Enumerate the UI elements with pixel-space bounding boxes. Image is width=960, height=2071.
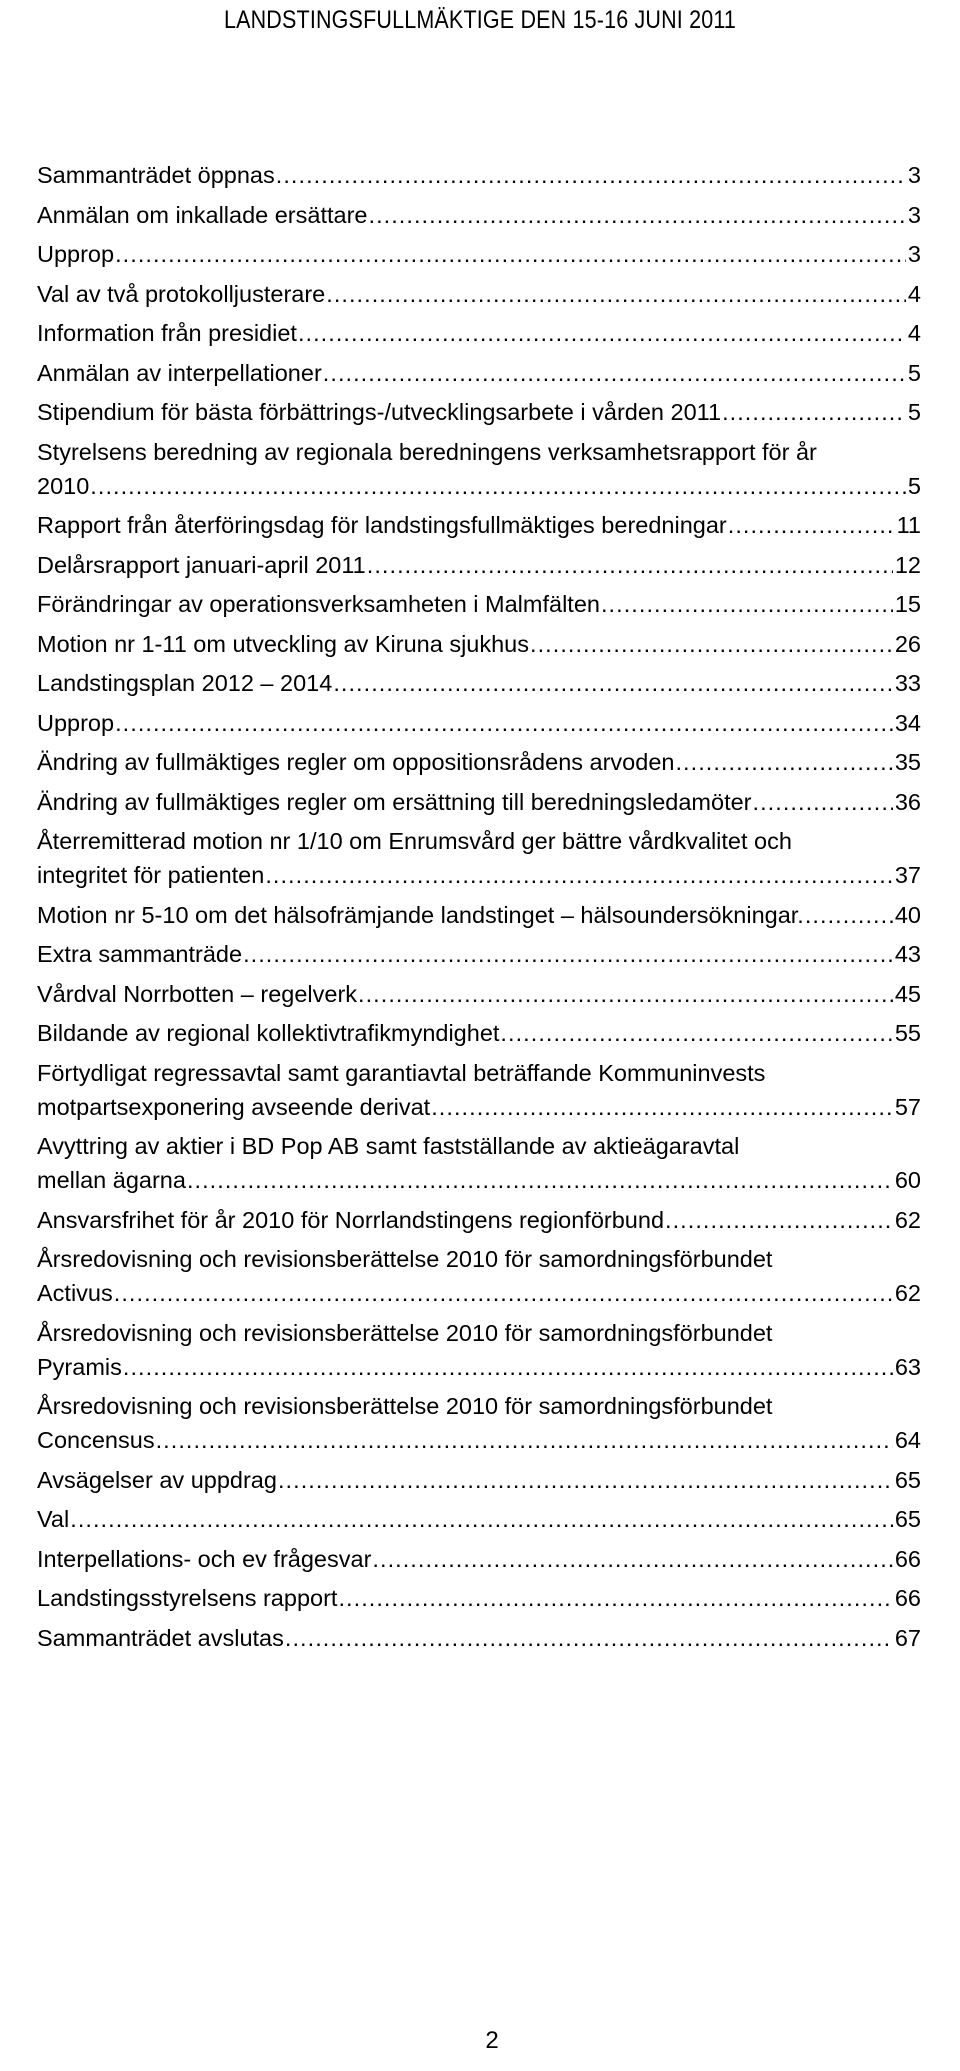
toc-entry-title: Ändring av fullmäktiges regler om oppositionsrådens arvoden <box>37 749 675 775</box>
toc-entry-page: 67 <box>894 1624 921 1651</box>
toc-entry[interactable] <box>37 395 921 429</box>
toc-entry-title-line: Årsredovisning och revisionsberättelse 2010 för samordningsförbundet <box>37 1319 773 1346</box>
toc-entry-line <box>37 198 921 232</box>
toc-entry-page: 45 <box>894 980 921 1007</box>
toc-entry-title: Landstingsplan 2012 – 2014 <box>37 670 333 696</box>
dot-leader <box>123 1350 893 1384</box>
toc-entry-title: Rapport från återföringsdag för landstingsfullmäktiges beredningar <box>37 512 727 538</box>
toc-entry-line <box>37 395 921 429</box>
toc-entry-line <box>37 937 921 971</box>
toc-entry-title: Delårsrapport januari-april 2011 <box>37 551 366 578</box>
toc-entry-title-line: Avyttring av aktier i BD Pop AB samt fastställande av aktieägaravtal <box>37 1133 740 1159</box>
toc-entry[interactable] <box>37 937 921 971</box>
dot-leader <box>285 1621 893 1655</box>
toc-entry-page: 35 <box>894 749 921 775</box>
toc-entry-title: Val av två protokolljusterare <box>37 280 326 307</box>
dot-leader <box>722 395 906 429</box>
toc-entry-title: Extra sammanträde <box>37 941 243 967</box>
dot-leader <box>333 666 893 700</box>
toc-entry-title: Sammanträdet öppnas <box>37 162 275 188</box>
toc-entry[interactable] <box>37 824 921 892</box>
toc-entry-title-line: Styrelsens beredning av regionala beredningens verksamhetsrapport för år <box>37 438 817 465</box>
toc-entry-line <box>37 587 921 621</box>
dot-leader <box>368 198 905 232</box>
toc-entry[interactable] <box>37 548 921 582</box>
toc-entry[interactable] <box>37 977 921 1011</box>
toc-entry[interactable] <box>37 435 921 503</box>
toc-entry-page: 57 <box>894 1093 921 1120</box>
toc-entry-line <box>37 745 921 779</box>
page-number <box>0 2027 960 2055</box>
toc-entry-page: 66 <box>894 1545 921 1572</box>
dot-leader <box>372 1542 892 1576</box>
dot-leader <box>187 1163 893 1197</box>
toc-entry-line <box>37 1581 921 1615</box>
toc-entry-title: Motion nr 5-10 om det hälsofrämjande landstinget – hälsoundersökningar. <box>37 901 804 928</box>
toc-entry-title: Upprop <box>37 709 115 736</box>
dot-leader <box>728 508 895 542</box>
dot-leader <box>326 277 906 311</box>
toc-entry-title-line: Årsredovisning och revisionsberättelse 2010 för samordningsförbundet <box>37 1393 773 1419</box>
toc-entry[interactable] <box>37 587 921 621</box>
dot-leader <box>323 356 906 390</box>
toc-entry-line <box>37 1350 921 1384</box>
toc-entry-line <box>37 1203 921 1237</box>
toc-entry-title: Pyramis <box>37 1353 122 1380</box>
toc-entry-line <box>37 1276 921 1310</box>
toc-entry-title: Anmälan om inkallade ersättare <box>37 201 368 228</box>
dot-leader <box>367 548 893 582</box>
toc-entry[interactable] <box>37 666 921 700</box>
dot-leader <box>70 1502 893 1536</box>
toc-entry-title: 2010 <box>37 472 90 499</box>
toc-entry[interactable] <box>37 1502 921 1536</box>
toc-entry-line <box>37 1463 921 1497</box>
toc-entry-page: 5 <box>907 399 921 425</box>
toc-entry-title: integritet för patienten <box>37 862 265 888</box>
dot-leader <box>156 1423 893 1457</box>
header-title: LANDSTINGSFULLMÄKTIGE DEN 15-16 JUNI 2011 <box>223 6 737 34</box>
toc-entry-page: 43 <box>894 941 921 967</box>
toc-entry-page: 12 <box>894 551 921 578</box>
toc-entry[interactable] <box>37 785 921 819</box>
dot-leader <box>115 706 893 740</box>
toc-entry-page: 34 <box>894 709 921 736</box>
toc-entry-title: Ändring av fullmäktiges regler om ersättning till beredningsledamöter <box>37 788 752 815</box>
dot-leader <box>278 1463 893 1497</box>
toc-entry-title: Förändringar av operationsverksamheten i Malmfälten <box>37 591 600 617</box>
toc-entry-line <box>37 627 921 661</box>
toc-entry-line <box>37 237 921 271</box>
toc-entry-page: 4 <box>907 320 921 346</box>
dot-leader <box>665 1203 893 1237</box>
dot-leader <box>298 316 906 350</box>
dot-leader <box>358 977 893 1011</box>
toc-entry-title: Avsägelser av uppdrag <box>37 1466 277 1493</box>
toc-entry-page: 63 <box>894 1353 921 1380</box>
toc-entry-line <box>37 977 921 1011</box>
dot-leader <box>530 627 893 661</box>
toc-entry-page: 65 <box>894 1506 921 1532</box>
toc-entry-line <box>37 469 921 503</box>
toc-entry-line <box>37 316 921 350</box>
toc-entry-title: Sammanträdet avslutas <box>37 1624 284 1651</box>
page-header <box>67 6 893 35</box>
dot-leader <box>675 745 892 779</box>
toc-entry-page: 36 <box>894 788 921 815</box>
toc-entry-title: Concensus <box>37 1427 155 1453</box>
toc-entry-title: Ansvarsfrihet för år 2010 för Norrlandstingens regionförbund <box>37 1206 665 1233</box>
toc-entry-title-line: Återremitterad motion nr 1/10 om Enrumsvård ger bättre vårdkvalitet och <box>37 828 792 854</box>
toc-entry[interactable] <box>37 1203 921 1237</box>
toc-entry-title: Activus <box>37 1280 113 1306</box>
toc-entry-title: Vårdval Norrbotten – regelverk <box>37 980 358 1007</box>
toc-entry-title: Motion nr 1-11 om utveckling av Kiruna sjukhus <box>37 630 529 657</box>
dot-leader <box>500 1016 892 1050</box>
toc-entry-page: 3 <box>907 201 921 228</box>
toc-entry[interactable] <box>37 1389 921 1457</box>
dot-leader <box>338 1581 892 1615</box>
toc-entry-title: Upprop <box>37 241 115 267</box>
toc-entry[interactable] <box>37 508 921 542</box>
toc-entry[interactable] <box>37 627 921 661</box>
toc-entry-title: Anmälan av interpellationer <box>37 359 322 386</box>
toc-entry[interactable] <box>37 898 921 932</box>
dot-leader <box>265 858 893 892</box>
toc-entry-line <box>37 277 921 311</box>
toc-entry-title: Bildande av regional kollektivtrafikmyndighet <box>37 1020 500 1046</box>
toc-entry-page: 33 <box>894 670 921 696</box>
toc-entry-page: 40 <box>894 901 921 928</box>
toc-entry-page: 55 <box>894 1020 921 1046</box>
toc-entry[interactable] <box>37 1542 921 1576</box>
toc-entry-page: 62 <box>894 1206 921 1233</box>
dot-leader <box>601 587 893 621</box>
table-of-contents <box>37 158 921 1660</box>
toc-entry-page: 62 <box>894 1280 921 1306</box>
toc-entry-title: Information från presidiet <box>37 320 297 346</box>
toc-entry-page: 11 <box>896 512 921 538</box>
toc-entry-page: 4 <box>907 280 921 307</box>
toc-entry-line <box>37 706 921 740</box>
toc-entry-page: 5 <box>907 359 921 386</box>
toc-entry[interactable] <box>37 706 921 740</box>
toc-entry-line <box>37 785 921 819</box>
toc-entry-page: 3 <box>907 162 921 188</box>
toc-entry-line <box>37 1423 921 1457</box>
toc-entry-page: 66 <box>894 1585 921 1611</box>
toc-entry[interactable] <box>37 1316 921 1384</box>
toc-entry-page: 60 <box>894 1167 921 1193</box>
toc-entry-title: motpartsexponering avseende derivat <box>37 1093 431 1120</box>
dot-leader <box>753 785 893 819</box>
toc-entry[interactable] <box>37 1129 921 1197</box>
toc-entry-line <box>37 548 921 582</box>
toc-entry-line <box>37 1163 921 1197</box>
toc-entry[interactable] <box>37 1463 921 1497</box>
toc-entry-line <box>37 158 921 192</box>
dot-leader <box>431 1090 893 1124</box>
dot-leader <box>114 1276 893 1310</box>
toc-entry[interactable] <box>37 1016 921 1050</box>
toc-entry-line <box>37 1621 921 1655</box>
toc-entry-page: 37 <box>894 862 921 888</box>
dot-leader <box>243 937 893 971</box>
toc-entry-page: 15 <box>894 591 921 617</box>
toc-entry-line <box>37 1502 921 1536</box>
toc-entry[interactable] <box>37 277 921 311</box>
toc-entry-line <box>37 898 921 932</box>
toc-entry[interactable] <box>37 356 921 390</box>
toc-entry-title: Val <box>37 1506 70 1532</box>
toc-entry-title: Interpellations- och ev frågesvar <box>37 1545 372 1572</box>
dot-leader <box>805 898 893 932</box>
toc-entry[interactable] <box>37 1242 921 1310</box>
toc-entry-line <box>37 356 921 390</box>
toc-entry-line <box>37 858 921 892</box>
toc-entry-page: 5 <box>907 472 921 499</box>
dot-leader <box>90 469 906 503</box>
dot-leader <box>276 158 906 192</box>
toc-entry-page: 26 <box>894 630 921 657</box>
toc-entry[interactable] <box>37 237 921 271</box>
toc-entry-title: Stipendium för bästa förbättrings-/utvecklingsarbete i vården 2011 <box>37 399 722 425</box>
toc-entry[interactable] <box>37 745 921 779</box>
toc-entry[interactable] <box>37 1581 921 1615</box>
toc-entry-line <box>37 1542 921 1576</box>
toc-entry[interactable] <box>37 1056 921 1124</box>
toc-entry-title-line: Årsredovisning och revisionsberättelse 2010 för samordningsförbundet <box>37 1246 773 1272</box>
toc-entry-line <box>37 1090 921 1124</box>
toc-entry-line <box>37 508 921 542</box>
toc-entry[interactable] <box>37 316 921 350</box>
toc-entry[interactable] <box>37 158 921 192</box>
toc-entry-line <box>37 1016 921 1050</box>
toc-entry-line <box>37 666 921 700</box>
toc-entry-page: 3 <box>907 241 921 267</box>
dot-leader <box>115 237 906 271</box>
toc-entry-title: mellan ägarna <box>37 1167 186 1193</box>
toc-entry-page: 64 <box>894 1427 921 1453</box>
page-number-text: 2 <box>485 2027 499 2054</box>
toc-entry-title-line: Förtydligat regressavtal samt garantiavtal beträffande Kommuninvests <box>37 1059 766 1086</box>
toc-entry-title: Landstingsstyrelsens rapport <box>37 1585 338 1611</box>
toc-entry[interactable] <box>37 198 921 232</box>
toc-entry-page: 65 <box>894 1466 921 1493</box>
toc-entry[interactable] <box>37 1621 921 1655</box>
